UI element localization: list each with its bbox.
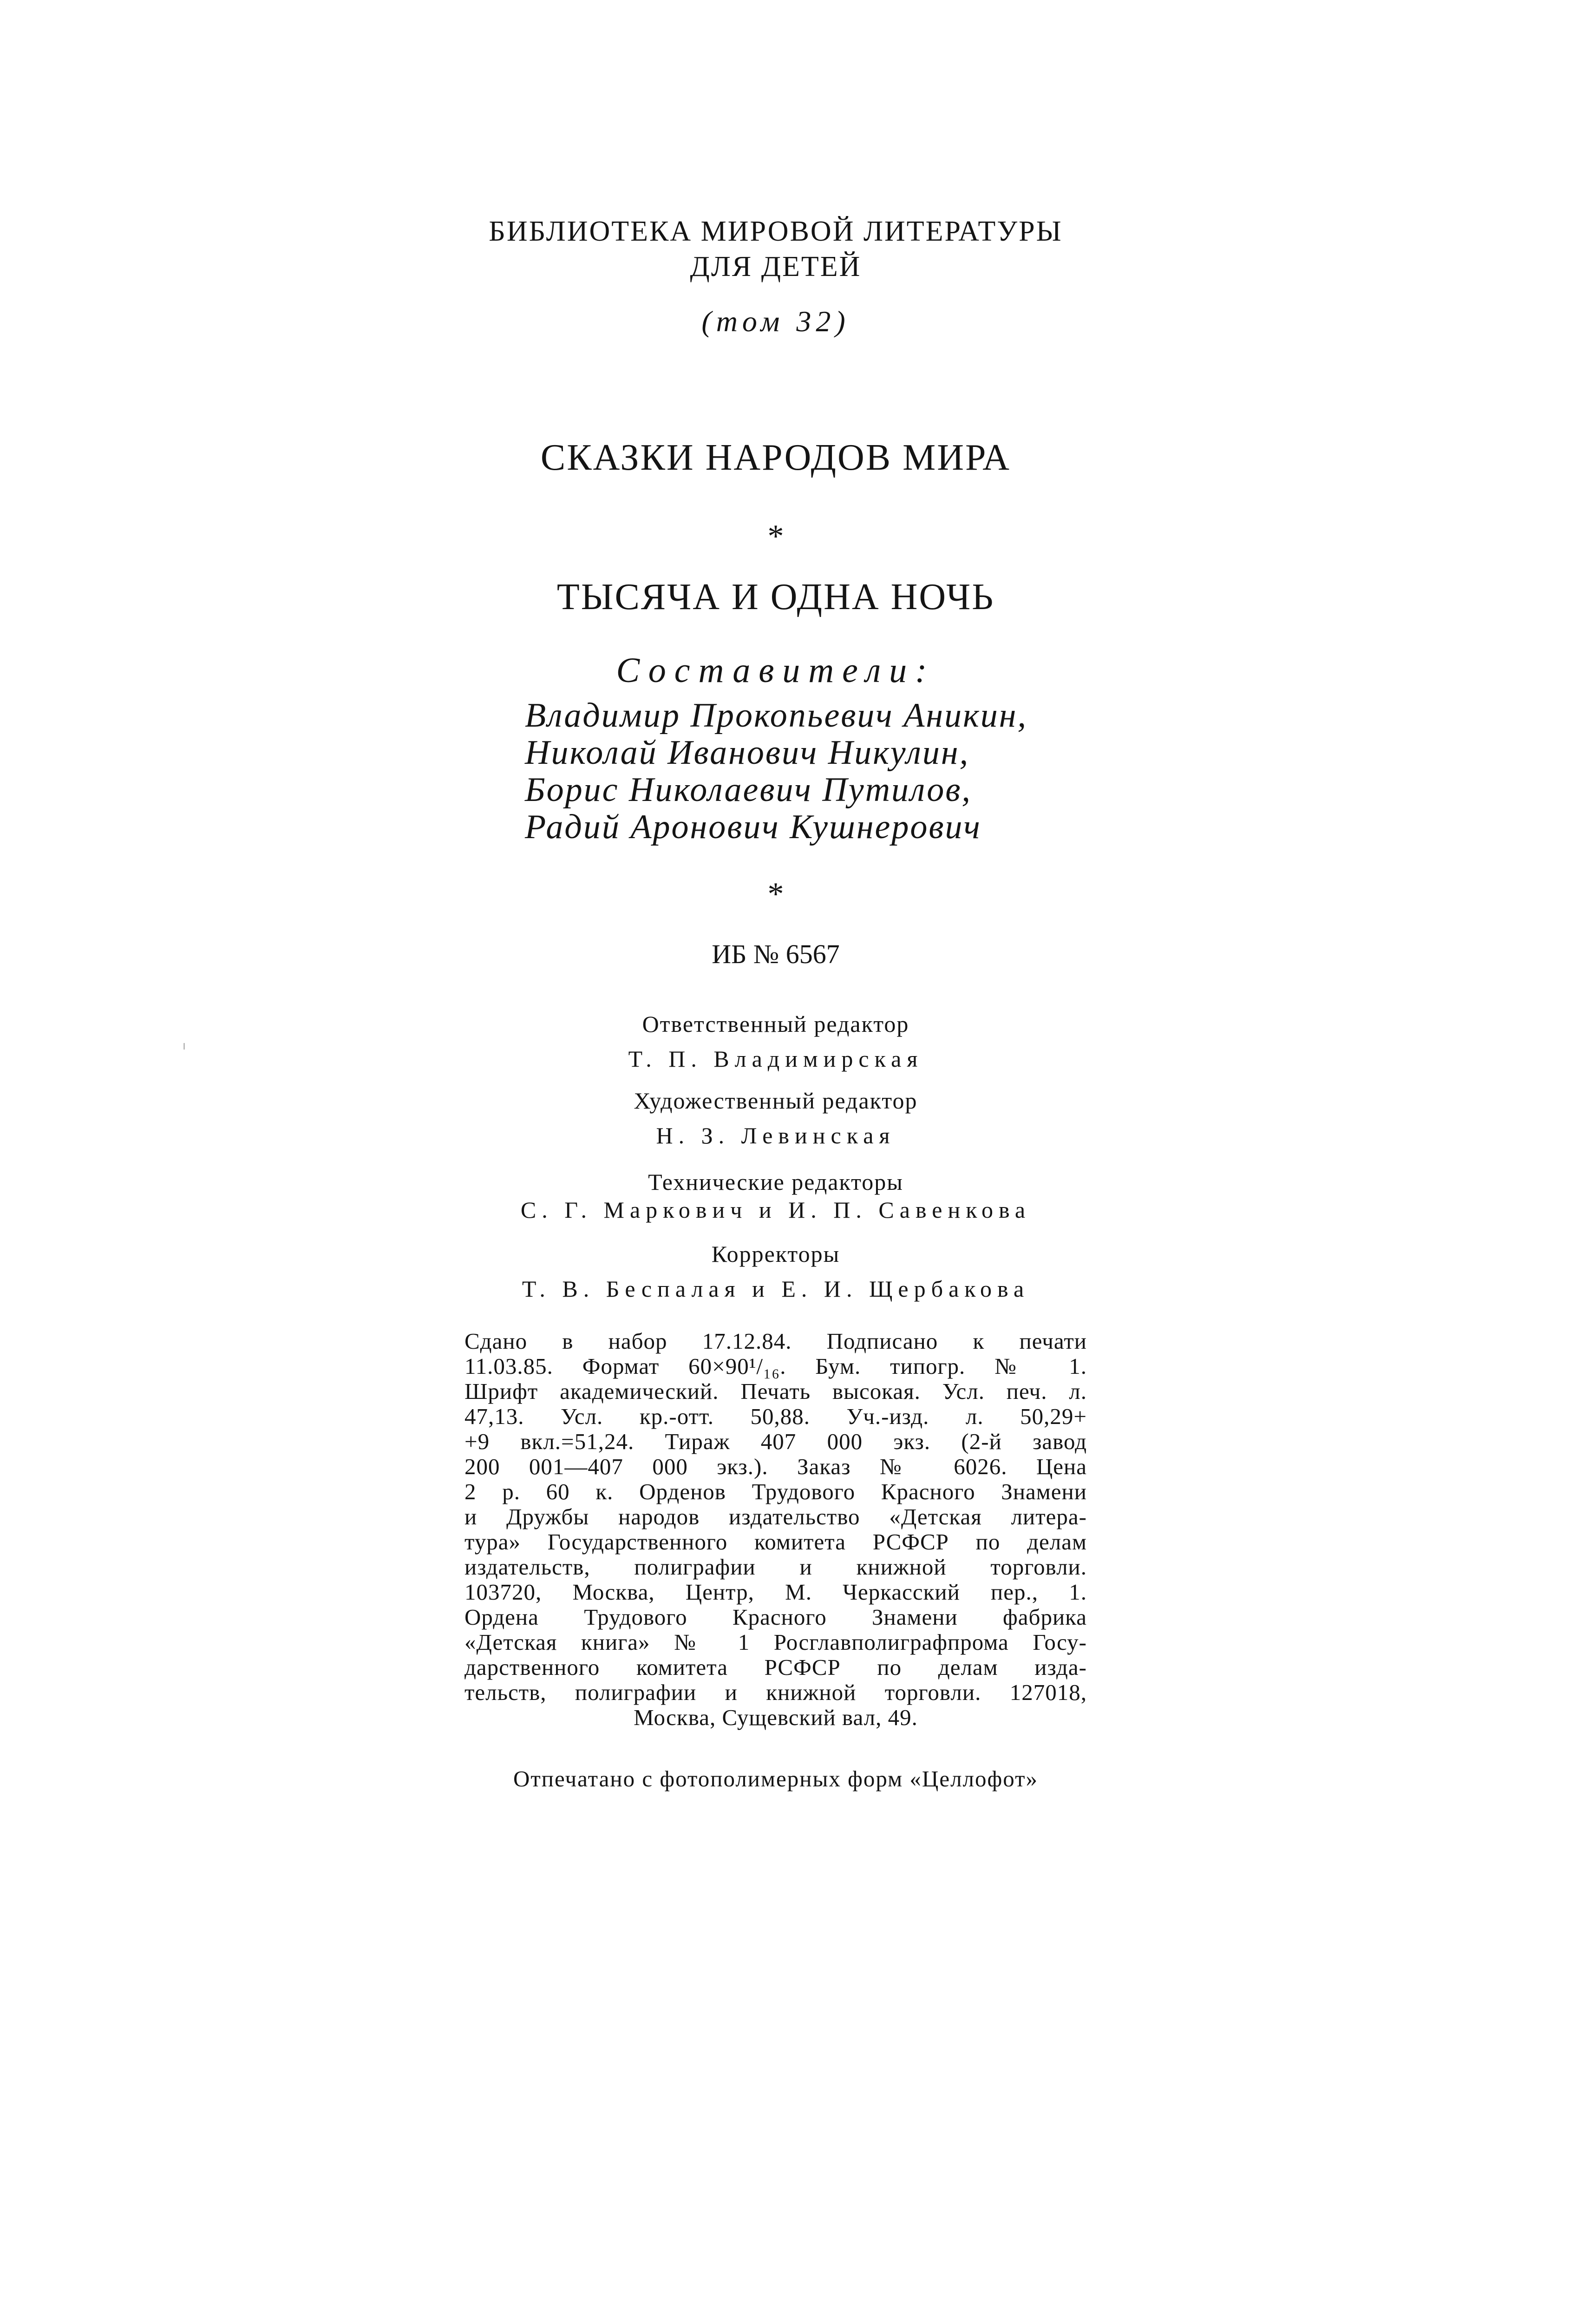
imprint-line: Ордена Трудового Красного Знамени фабрика [464,1604,1087,1630]
imprint-line: 47,13. Усл. кр.-отт. 50,88. Уч.-изд. л. 50,29+ [464,1404,1087,1429]
imprint-line: Шрифт академический. Печать высокая. Усл. печ. л. [464,1378,1087,1404]
credit-person: Т. П. Владимирская [628,1046,923,1072]
compilers-heading: Составители: [616,651,935,690]
credit-person: Н. З. Левинская [656,1122,896,1148]
imprint-line: Москва, Сущевский вал, 49. [634,1705,918,1730]
imprint-line: «Детская книга» № 1 Росглавполиграфпрома Госу- [464,1629,1087,1655]
scan-speck [183,1043,185,1050]
credit-role: Корректоры [711,1241,840,1267]
compiler-name: Борис Николаевич Путилов, [525,771,972,809]
ib-number: ИБ № 6567 [712,939,840,969]
imprint-line: 11.03.85. Формат 60×90¹/₁₆. Бум. типогр. № 1. [464,1353,1087,1379]
compilers-list [525,697,1082,846]
imprint-line: 200 001—407 000 экз.). Заказ № 6026. Цена [464,1454,1087,1479]
credit-person: С. Г. Маркович и И. П. Савенкова [520,1197,1031,1223]
compiler-name: Радий Аронович Кушнерович [525,808,981,846]
separator-star-1: * [767,518,784,554]
imprint-line: +9 вкл.=51,24. Тираж 407 000 экз. (2-й завод [464,1429,1087,1454]
imprint-line: издательств, полиграфии и книжной торговли. [464,1554,1087,1580]
credit-person: Т. В. Беспалая и Е. И. Щербакова [522,1276,1030,1302]
book-title: СКАЗКИ НАРОДОВ МИРА [540,437,1011,478]
series-line-2: ДЛЯ ДЕТЕЙ [690,251,862,282]
content-column [464,0,1087,2323]
compiler-name: Николай Иванович Никулин, [525,734,970,772]
credit-role: Художественный редактор [634,1088,918,1114]
compiler-name: Владимир Прокопьевич Аникин, [525,696,1027,735]
printed-note: Отпечатано с фотополимерных форм «Целлофот» [513,1766,1038,1791]
imprint-line: и Дружбы народов издательство «Детская литера- [464,1504,1087,1529]
volume-number: (том 32) [701,305,850,338]
book-subtitle: ТЫСЯЧА И ОДНА НОЧЬ [556,577,995,617]
imprint-line: Сдано в набор 17.12.84. Подписано к печати [464,1328,1087,1354]
credit-role: Технические редакторы [648,1169,903,1195]
imprint-line: 2 р. 60 к. Орденов Трудового Красного Знамени [464,1479,1087,1504]
credit-role: Ответственный редактор [642,1011,909,1037]
imprint-block [464,1329,1087,1730]
separator-star-2: * [767,876,784,912]
imprint-line: дарственного комитета РСФСР по делам изда- [464,1654,1087,1680]
series-line-1: БИБЛИОТЕКА МИРОВОЙ ЛИТЕРАТУРЫ [489,216,1063,247]
imprint-line: тельств, полиграфии и книжной торговли. 127018, [464,1680,1087,1705]
imprint-line: 103720, Москва, Центр, М. Черкасский пер., 1. [464,1579,1087,1605]
imprint-line: тура» Государственного комитета РСФСР по делам [464,1529,1087,1555]
